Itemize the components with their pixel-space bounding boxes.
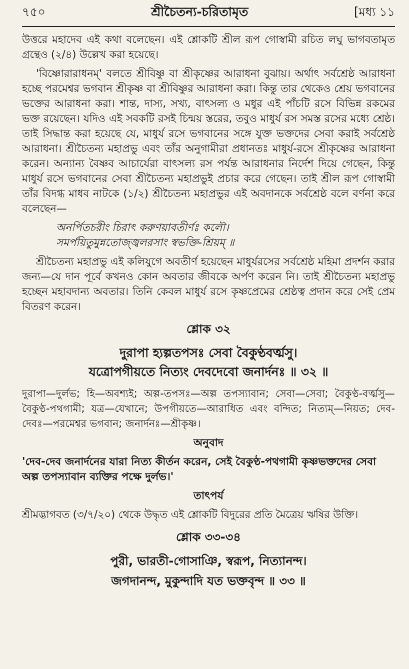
book-title: শ্রীচৈতন্য-চরিতামৃত	[151, 4, 249, 19]
translation-text: 'দেব-দেব জনার্দনের যারা নিত্য কীর্তন করেন, সেই বৈকুণ্ঠ-পথগামী কৃষ্ণভক্তদের সেবা অল্প তপস্যাবান ব্যক্তির পক্ষে দুর্লভ।'	[22, 456, 377, 483]
chapter-reference: [মধ্য ১১	[354, 5, 395, 19]
translation-heading: অনুবাদ	[193, 437, 224, 449]
verse-32-title: শ্লোক ৩২	[186, 322, 231, 336]
verse-32-line-1: দুরাপা হ্যল্পতপসঃ সেবা বৈকুণ্ঠবর্ত্মসু।	[119, 345, 298, 360]
quoted-verse-line-1: অনর্পিতচরীং চিরাৎ করুণয়াবতীর্ণঃ কলৌ।	[56, 222, 229, 234]
paragraph-main: 'বিষ্ণোরারাধনম্' বলতে শ্রীবিষ্ণু বা শ্রীকৃষ্ণের আরাধনা বুঝায়। অর্থাৎ সর্বশ্রেষ্ঠ আরাধনা হচ্ছে পরমেশ্বর ভগবান শ্রীকৃষ্ণ বা শ্রীবিষ্ণুর আরাধনা করা। কিন্তু তার থেকেও শ্রেয় ভগবানের ভক্তের আরাধনা করা। শান্ত, দাস্য, সখ্য, বাৎসল্য ও মধুর এই পাঁচটি রসে বিভিন্ন রকমের ভক্ত রয়েছেন। যদিও এই সবকটি রসই চিন্ময় স্তরের, তবুও মাধুর্য রস সমস্ত রসের মধ্যে শ্রেষ্ঠ। তাই সিদ্ধান্ত করা হয়েছে যে, মাধুর্য রসে ভগবানের সঙ্গে যুক্ত ভক্তদের সেবা করাই সর্বশ্রেষ্ঠ আরাধনা। শ্রীচৈতন্য মহাপ্রভু এবং তাঁর অনুগামীরা প্রধানতঃ মাধুর্য-রসে শ্রীকৃষ্ণের আরাধনা করেন। অন্যান্য বৈষ্ণব আচার্যেরা বাৎসল্য রস পর্যন্ত আরাধনার নির্দেশ দিয়ে গেছেন, কিন্তু মাধুর্য রসে ভগবানের সেবা শ্রীচৈতন্য মহাপ্রভুই প্রচার করে গেছেন। তাই শ্রীল রূপ গোস্বামী তাঁর বিদগ্ধ মাধব নাটকে (১/২) শ্রীচৈতন্য মহাপ্রভুর এই অবদানকে সর্বশ্রেষ্ঠ বলে বর্ণনা করে বলেছেন—	[22, 68, 395, 215]
quoted-verse	[56, 221, 395, 251]
purport-heading: তাৎপর্য	[193, 490, 224, 502]
paragraph-intro: উত্তরে মহাদেব এই কথা বলেছেন। এই শ্লোকটি শ্রীল রূপ গোস্বামী রচিত লঘু ভাগবতামৃত গ্রন্থেও (২/৪) উল্লেখ করা হয়েছে।	[22, 34, 395, 61]
purport-text: শ্রীমদ্ভাগবত (৩/৭/২০) থেকে উদ্ধৃত এই শ্লোকটি বিদুরের প্রতি মৈত্রেয় ঋষির উক্তি।	[22, 509, 359, 521]
verse-33-text	[22, 551, 395, 591]
verse-32-line-2: যত্রোপগীয়তে নিত্যং দেবদেবো জনার্দনঃ ॥ ৩২ ॥	[88, 364, 329, 379]
verse-33-line-2: জগদানন্দ, মুকুন্দাদি যত ভক্তবৃন্দ ॥ ৩৩ ॥	[111, 574, 306, 588]
word-by-word: দুরাপা—দুর্লভ; হি—অবশ্যই; অল্প-তপসঃ—অল্প তপস্যাবান; সেবা—সেবা; বৈকুণ্ঠ-বর্ত্মসু—বৈকুণ্ঠ-পথগামী; যত্র—যেখানে; উপগীয়তে—আরাধিত এবং বন্দিত; নিত্যম্—নিয়ত; দেব-দেবঃ—পরমেশ্বর ভগবান; জনার্দনঃ—শ্রীকৃষ্ণ।	[22, 389, 395, 430]
paragraph-conclusion: শ্রীচৈতন্য মহাপ্রভু এই কলিযুগে অবতীর্ণ হয়েছেন মাধুর্যরসের সর্বশ্রেষ্ঠ মহিমা প্রদর্শন করার জন্য—যে দান পূর্বে কখনও কোন অবতার জীবকে অর্পণ করেন নি। তাই শ্রীচৈতন্য মহাপ্রভু হচ্ছেন মহাবদান্য অবতার। তিনি কেবল মাধুর্য রসে কৃষ্ণপ্রেমের শ্রেষ্ঠত্ব প্রদান করে সেই প্রেম বিতরণ করেন।	[22, 256, 395, 313]
quoted-verse-line-2: সমর্পয়িতুমুন্নতোজ্জ্বলরসাং স্বভক্তি-শ্রিয়ম্ ॥	[56, 237, 235, 249]
verse-33-title: শ্লোক ৩৩-৩৪	[176, 530, 241, 544]
verse-33-line-1: পুরী, ভারতী-গোসাঞি, স্বরূপ, নিত্যানন্দ।	[110, 554, 307, 568]
page-number: ৭৫০	[22, 5, 46, 19]
header-rule	[22, 26, 395, 27]
verse-32-text	[22, 343, 395, 381]
page-header	[22, 6, 395, 24]
